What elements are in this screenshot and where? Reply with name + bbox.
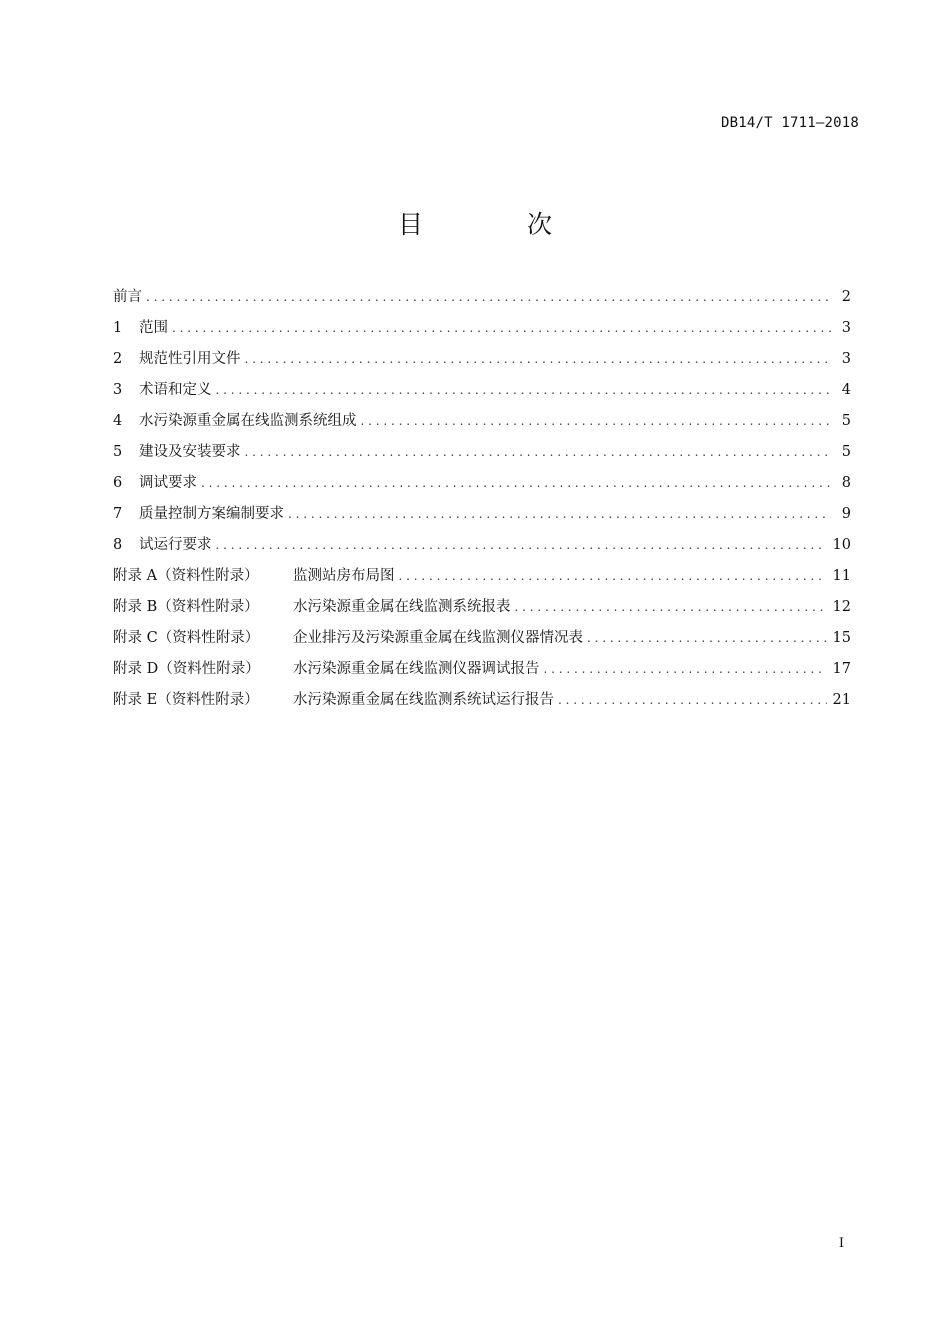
toc-appendix-c[interactable] <box>113 623 851 654</box>
page-number: I <box>838 1236 844 1251</box>
toc-entry-3[interactable] <box>113 375 851 406</box>
toc-entry-page: 11 <box>832 568 851 584</box>
toc-entry-page: 5 <box>841 444 851 460</box>
toc-leader-dots <box>201 468 831 499</box>
toc-leader-dots <box>515 592 827 623</box>
toc-leader-dots <box>172 313 831 344</box>
toc-leader-dots <box>587 623 827 654</box>
appendix-label: 监测站房布局图 <box>293 568 395 584</box>
toc-entry-6[interactable] <box>113 468 851 499</box>
toc-entry-label: 水污染源重金属在线监测系统组成 <box>139 413 357 429</box>
toc-entry-number: 1 <box>113 320 123 336</box>
appendix-prefix: 附录 A（资料性附录） <box>113 568 259 584</box>
appendix-prefix: 附录 B（资料性附录） <box>113 599 259 615</box>
toc-entry-number: 2 <box>113 351 123 367</box>
toc-entry-7[interactable] <box>113 499 851 530</box>
toc-leader-dots <box>216 530 827 561</box>
toc-leader-dots <box>399 561 827 592</box>
toc-leader-dots <box>146 282 831 313</box>
toc-entry-8[interactable] <box>113 530 851 561</box>
toc-entry-label: 调试要求 <box>139 475 197 491</box>
toc-entry-4[interactable] <box>113 406 851 437</box>
toc-entry-page: 3 <box>841 320 851 336</box>
toc-entry-number: 5 <box>113 444 123 460</box>
toc-leader-dots <box>558 685 827 716</box>
toc-entry-page: 15 <box>832 630 851 646</box>
toc-appendix-e[interactable] <box>113 685 851 716</box>
toc-entry-number: 6 <box>113 475 123 491</box>
document-code: DB14/T 1711—2018 <box>720 115 859 131</box>
toc-leader-dots <box>544 654 827 685</box>
toc-entry-page: 5 <box>841 413 851 429</box>
toc-entry-page: 9 <box>841 506 851 522</box>
appendix-label: 企业排污及污染源重金属在线监测仪器情况表 <box>293 630 583 646</box>
appendix-label: 水污染源重金属在线监测系统报表 <box>293 599 511 615</box>
appendix-prefix: 附录 C（资料性附录） <box>113 630 260 646</box>
toc-entry-label: 质量控制方案编制要求 <box>139 506 284 522</box>
toc-entry-1[interactable] <box>113 313 851 344</box>
toc-entry-page: 12 <box>832 599 851 615</box>
toc-title: 目 次 <box>398 210 600 239</box>
toc-entry-label: 范围 <box>139 320 168 336</box>
toc-entry-page: 10 <box>832 537 851 553</box>
toc-entry-number: 3 <box>113 382 123 398</box>
toc-leader-dots <box>361 406 832 437</box>
toc-entry-page: 2 <box>841 289 851 305</box>
toc-entry-label: 规范性引用文件 <box>139 351 241 367</box>
toc-appendix-a[interactable] <box>113 561 851 592</box>
toc-entry-page: 21 <box>832 692 851 708</box>
toc-entry-number: 8 <box>113 537 123 553</box>
toc-leader-dots <box>245 344 832 375</box>
toc-entry-foreword[interactable] <box>113 282 851 313</box>
toc-entry-page: 17 <box>832 661 851 677</box>
toc-entry-label: 试运行要求 <box>139 537 212 553</box>
toc-leader-dots <box>245 437 832 468</box>
toc-entry-2[interactable] <box>113 344 851 375</box>
appendix-prefix: 附录 D（资料性附录） <box>113 661 260 677</box>
toc-entry-number: 7 <box>113 506 123 522</box>
appendix-label: 水污染源重金属在线监测系统试运行报告 <box>293 692 554 708</box>
toc-entry-label: 建设及安装要求 <box>139 444 241 460</box>
appendix-label: 水污染源重金属在线监测仪器调试报告 <box>293 661 540 677</box>
toc-entry-label: 前言 <box>113 289 142 305</box>
toc-leader-dots <box>216 375 832 406</box>
toc-appendix-d[interactable] <box>113 654 851 685</box>
toc-entry-page: 4 <box>841 382 851 398</box>
toc-appendix-b[interactable] <box>113 592 851 623</box>
toc-leader-dots <box>288 499 831 530</box>
appendix-prefix: 附录 E（资料性附录） <box>113 692 259 708</box>
toc-entry-page: 8 <box>841 475 851 491</box>
toc-entry-label: 术语和定义 <box>139 382 212 398</box>
toc-entry-5[interactable] <box>113 437 851 468</box>
toc-entry-number: 4 <box>113 413 123 429</box>
toc-entry-page: 3 <box>841 351 851 367</box>
table-of-contents <box>113 282 851 716</box>
